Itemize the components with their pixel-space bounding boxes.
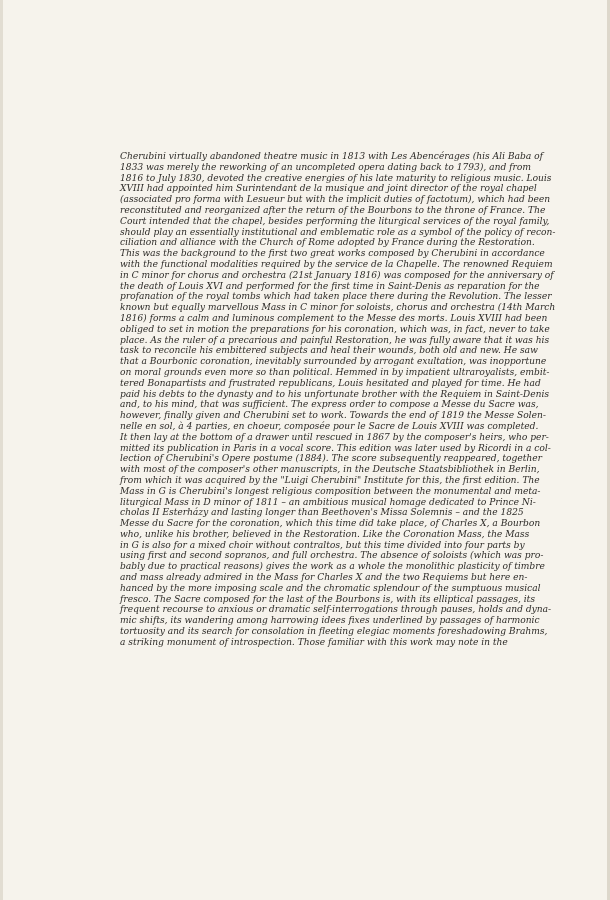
text-line: profanation of the royal tombs which had taken place there during the Revolution. The lesser <box>120 292 552 303</box>
text-line: using first and second sopranos, and full orchestra. The absence of soloists (which was pro- <box>120 551 544 562</box>
text-line: reconstituted and reorganized after the return of the Bourbons to the throne of France. The <box>120 205 546 216</box>
text-line: frequent recourse to anxious or dramatic self-interrogations through pauses, holds and dyna- <box>120 605 552 616</box>
text-line: 1816) forms a calm and luminous complement to the Messe des morts. Louis XVIII had been <box>120 313 548 324</box>
text-line: This was the background to the first two great works composed by Cherubini in accordance <box>120 249 545 260</box>
text-line: the death of Louis XVI and performed for the first time in Saint-Denis as reparation for the <box>120 281 540 292</box>
text-line: tered Bonapartists and frustrated republicans, Louis hesitated and played for time. He had <box>120 378 541 389</box>
text-line: Court intended that the chapel, besides performing the liturgical services of the royal family, <box>120 216 550 227</box>
text-line: and, to his mind, that was sufficient. The express order to compose a Messe du Sacre was, <box>120 400 539 411</box>
text-line: who, unlike his brother, believed in the Restoration. Like the Coronation Mass, the Mass <box>120 529 530 540</box>
text-line: (associated pro forma with Lesueur but with the implicit duties of factotum), which had been <box>120 195 551 206</box>
text-line: 1833 was merely the reworking of an uncompleted opera dating back to 1793), and from <box>120 162 531 173</box>
text-line: should play an essentially institutional and emblematic role as a symbol of the policy of recon- <box>120 227 556 238</box>
text-line: mitted its publication in Paris in a vocal score. This edition was later used by Ricordi in a col- <box>120 443 551 454</box>
text-line: on moral grounds even more so than political. Hemmed in by impatient ultraroyalists, embit- <box>120 367 550 378</box>
text-line: liturgical Mass in D minor of 1811 – an ambitious musical homage dedicated to Prince Ni- <box>120 497 536 508</box>
text-line: task to reconcile his embittered subjects and heal their wounds, both old and new. He saw <box>120 346 538 357</box>
text-line: in C minor for chorus and orchestra (21st January 1816) was composed for the anniversary of <box>120 270 554 281</box>
text-line: known but equally marvellous Mass in C minor for soloists, chorus and orchestra (14th March <box>120 303 556 314</box>
text-line: with the functional modalities required by the service de la Chapelle. The renowned Requiem <box>120 259 553 270</box>
text-line: Messe du Sacre for the coronation, which this time did take place, of Charles X, a Bourbon <box>120 519 541 530</box>
text-line: obliged to set in motion the preparations for his coronation, which was, in fact, never to take <box>120 324 550 335</box>
text-line: hanced by the more imposing scale and the chromatic splendour of the sumptuous musical <box>120 583 541 594</box>
text-line: paid his debts to the dynasty and to his unfortunate brother with the Requiem in Saint-Denis <box>120 389 550 400</box>
text-line: a striking monument of introspection. Those familiar with this work may note in the <box>120 637 508 648</box>
text-line: from which it was acquired by the "Luigi Cherubini" Institute for this, the first edition. The <box>120 475 540 486</box>
text-line: bably due to practical reasons) gives the work as a whole the monolithic plasticity of timbre <box>120 562 545 573</box>
page-left-edge <box>0 0 3 900</box>
body-text <box>120 152 556 649</box>
text-line: mic shifts, its wandering among harrowing idees fixes underlined by passages of harmonic <box>120 616 540 627</box>
text-line: 1816 to July 1830, devoted the creative energies of his late maturity to religious music. Louis <box>120 173 552 184</box>
text-line: ciliation and alliance with the Church of Rome adopted by France during the Restoration. <box>120 238 535 249</box>
text-line: tortuosity and its search for consolation in fleeting elegiac moments foreshadowing Brahms, <box>120 627 548 638</box>
text-line: cholas II Esterházy and lasting longer than Beethoven's Missa Solemnis – and the 1825 <box>120 508 524 519</box>
text-line: Mass in G is Cherubini's longest religious composition between the monumental and meta- <box>120 486 541 497</box>
text-line: in G is also for a mixed choir without contraltos, but this time divided into four parts by <box>120 540 525 551</box>
text-line: lection of Cherubini's Opere postume (1884). The score subsequently reappeared, together <box>120 454 542 465</box>
text-line: It then lay at the bottom of a drawer until rescued in 1867 by the composer's heirs, who per- <box>120 432 549 443</box>
text-line: and mass already admired in the Mass for Charles X and the two Requiems but here en- <box>120 573 528 584</box>
text-line: however, finally given and Cherubini set to work. Towards the end of 1819 the Messe Solen- <box>120 411 546 422</box>
text-line: XVIII had appointed him Surintendant de la musique and joint director of the royal chapel <box>120 184 537 195</box>
text-line: place. As the ruler of a precarious and painful Restoration, he was fully aware that it was his <box>120 335 550 346</box>
text-line: Cherubini virtually abandoned theatre music in 1813 with Les Abencérages (his Ali Baba of <box>120 152 543 162</box>
text-line: nelle en sol, à 4 parties, en choeur, composée pour le Sacre de Louis XVIII was completed. <box>120 421 539 432</box>
text-line: with most of the composer's other manuscripts, in the Deutsche Staatsbibliothek in Berlin, <box>120 465 540 476</box>
text-line: fresco. The Sacre composed for the last of the Bourbons is, with its elliptical passages, its <box>120 594 535 605</box>
text-line: that a Bourbonic coronation, inevitably surrounded by arrogant exultation, was inopportune <box>120 357 547 368</box>
